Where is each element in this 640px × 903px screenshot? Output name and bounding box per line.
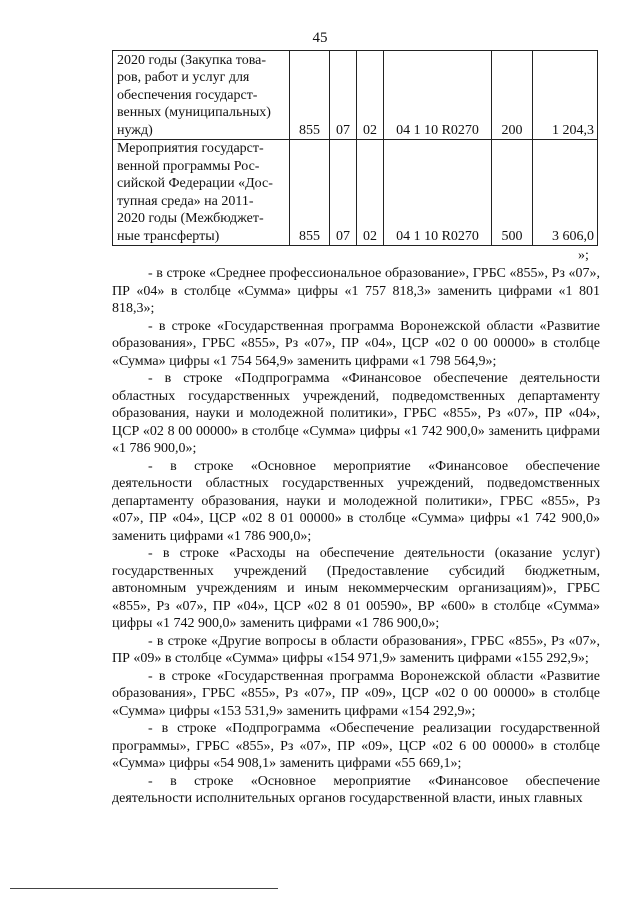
footer-rule bbox=[10, 888, 278, 889]
sum-cell: 1 204,3 bbox=[533, 51, 598, 140]
grbs-cell: 855 bbox=[290, 140, 330, 246]
vr-cell: 500 bbox=[492, 140, 533, 246]
page-number: 45 bbox=[312, 30, 328, 46]
amendment-paragraph: - в строке «Государственная программа Воронежской области «Развитие образования», ГРБС «855», Рз «07», ПР «04», ЦСР «02 0 00 00000» в столбце «Сумма» цифры «1 754 564,9» заменить цифрами «1 798 564,9»; bbox=[112, 318, 600, 369]
amendment-paragraph: - в строке «Подпрограмма «Обеспечение реализации государственной программы», ГРБС «855», Рз «07», ПР «09», ЦСР «02 6 00 00000» в столбце «Сумма» цифры «54 908,1» заменить цифрами «55 669,1»; bbox=[112, 721, 600, 771]
amendment-paragraph: - в строке «Подпрограмма «Финансовое обеспечение деятельности областных государственных учреждений, подведомственных департаменту образования, науки и молодежной политики», ГРБС «855», Рз «07», ПР «04», ЦСР «02 8 00 00000» в столбце «Сумма» цифры «1 742 900,0» заменить цифрами «1 786 900,0»; bbox=[112, 371, 600, 456]
amendment-paragraph: - в строке «Государственная программа Воронежской области «Развитие образования», ГРБС «855», Рз «07», ПР «09», ЦСР «02 0 00 00000» в столбце «Сумма» цифры «153 531,9» заменить цифрами «154 292,9»; bbox=[112, 668, 600, 719]
table-closing-mark: »; bbox=[578, 248, 589, 263]
budget-table bbox=[112, 50, 598, 246]
amendment-list bbox=[112, 265, 600, 808]
vr-cell: 200 bbox=[492, 51, 533, 140]
row-name-cell: 2020 годы (Закупка това- ров, работ и услуг для обеспечения государст- венных (муниципальных) нужд) bbox=[113, 51, 290, 140]
grbs-cell: 855 bbox=[290, 51, 330, 140]
amendment-paragraph: - в строке «Основное мероприятие «Финансовое обеспечение деятельности исполнительных органов государственной власти, иных главных bbox=[112, 773, 600, 806]
table-row bbox=[113, 140, 598, 246]
pr-cell: 02 bbox=[357, 140, 384, 246]
pr-cell: 02 bbox=[357, 51, 384, 140]
sum-cell: 3 606,0 bbox=[533, 140, 598, 246]
rz-cell: 07 bbox=[330, 51, 357, 140]
csr-cell: 04 1 10 R0270 bbox=[384, 140, 492, 246]
amendment-paragraph: - в строке «Другие вопросы в области образования», ГРБС «855», Рз «07», ПР «09» в столбце «Сумма» цифры «154 971,9» заменить цифрами «155 292,9»; bbox=[112, 633, 600, 666]
table-row bbox=[113, 51, 598, 140]
rz-cell: 07 bbox=[330, 140, 357, 246]
amendment-paragraph: - в строке «Основное мероприятие «Финансовое обеспечение деятельности областных государственных учреждений, подведомственных департаменту образования, науки и молодежной политики», ГРБС «855», Рз «07», ПР «04», ЦСР «02 8 01 00000» в столбце «Сумма» цифры «1 742 900,0» заменить цифрами «1 786 900,0»; bbox=[112, 458, 600, 544]
amendment-paragraph: - в строке «Среднее профессиональное образование», ГРБС «855», Рз «07», ПР «04» в столбце «Сумма» цифры «1 757 818,3» заменить цифрами «1 801 818,3»; bbox=[112, 266, 600, 316]
amendment-paragraph: - в строке «Расходы на обеспечение деятельности (оказание услуг) государственных учреждений (Предоставление субсидий бюджетным, автономным учреждениям и иным некоммерческим организациям)», ГРБС «855», Рз «07», ПР «04», ЦСР «02 8 01 00590», ВР «600» в столбце «Сумма» цифры «1 742 900,0» заменить цифрами «1 786 900,0»; bbox=[112, 546, 600, 631]
row-name-cell: Мероприятия государст- венной программы Рос- сийской Федерации «Дос- тупная среда» на 2011- 2020 годы (Межбюджет- ные трансферты) bbox=[113, 140, 290, 246]
csr-cell: 04 1 10 R0270 bbox=[384, 51, 492, 140]
